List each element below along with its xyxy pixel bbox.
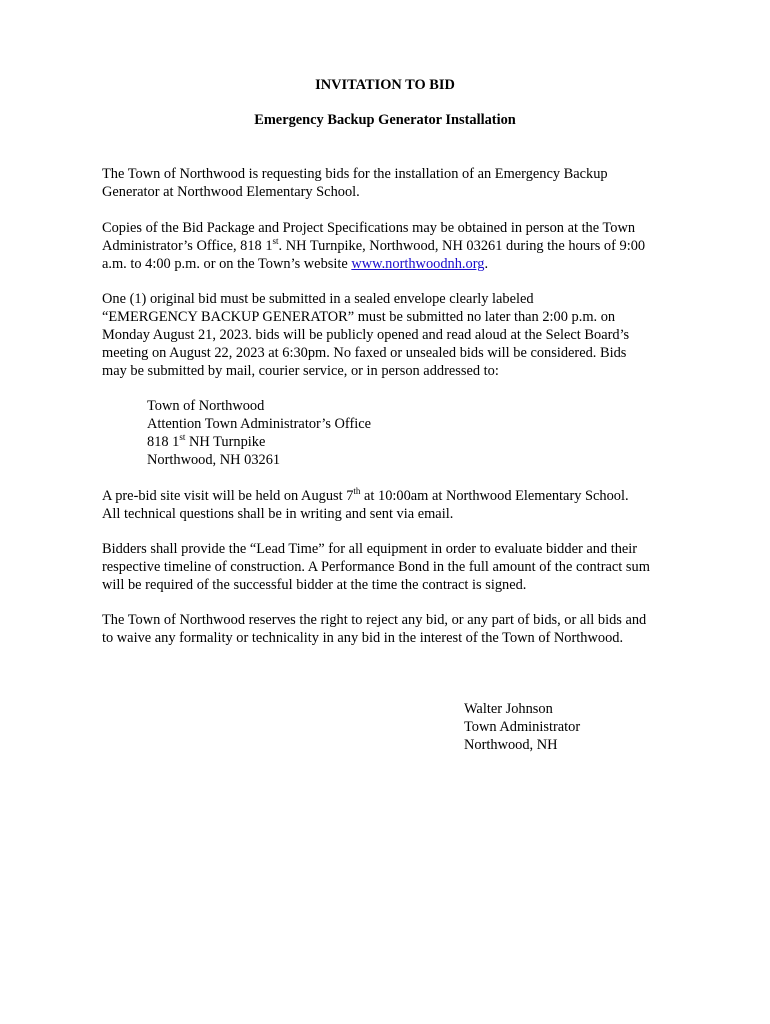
text-segment: 818 1 [147,434,180,450]
text-segment: a.m. to 4:00 p.m. or on the Town’s website [102,256,352,272]
text-segment: A pre-bid site visit will be held on August 7 [102,488,354,504]
lead-time-line: respective timeline of construction. A Performance Bond in the full amount of the contract sum [102,559,650,575]
text-segment: at 10:00am at Northwood Elementary School. [360,488,629,504]
ordinal-suffix: st [272,236,279,247]
bid-package-line [102,255,687,273]
document-subtitle: Emergency Backup Generator Installation [254,112,516,128]
reservation-paragraph [102,611,687,647]
submission-line: may be submitted by mail, courier service, or in person addressed to: [102,363,499,379]
signatory-role: Town Administrator [464,719,581,735]
reservation-line: to waive any formality or technicality in any bid in the interest of the Town of Northwood. [102,630,624,646]
site-visit-paragraph [102,487,687,523]
submission-line: “EMERGENCY BACKUP GENERATOR” must be submitted no later than 2:00 p.m. on [102,309,616,325]
signatory-name: Walter Johnson [464,701,553,717]
ordinal-suffix: th [353,486,361,497]
text-segment: . NH Turnpike, Northwood, NH 03261 during the hours of 9:00 [278,238,646,254]
lead-time-paragraph [102,540,687,594]
submission-line: meeting on August 22, 2023 at 6:30pm. No faxed or unsealed bids will be considered. Bids [102,345,627,361]
signatory-location: Northwood, NH [464,737,558,753]
intro-line: Generator at Northwood Elementary School. [102,184,360,200]
submission-line: One (1) original bid must be submitted in a sealed envelope clearly labeled [102,291,534,307]
text-segment: Administrator’s Office, 818 1 [102,238,273,254]
bid-package-line [102,237,687,255]
text-segment: NH Turnpike [185,434,266,450]
site-visit-line [102,487,687,505]
signature-block [464,700,580,754]
text-segment: . [484,256,489,272]
address-line: Town of Northwood [147,398,265,414]
site-visit-line: All technical questions shall be in writing and sent via email. [102,506,454,522]
intro-paragraph [102,165,687,201]
submission-line: Monday August 21, 2023. bids will be publicly opened and read aloud at the Select Board’s [102,327,630,343]
document-title: INVITATION TO BID [315,77,455,93]
bid-package-paragraph [102,219,687,273]
reservation-line: The Town of Northwood reserves the right to reject any bid, or any part of bids, or all bids and [102,612,647,628]
bid-package-line: Copies of the Bid Package and Project Specifications may be obtained in person at the Town [102,220,636,236]
town-website-link[interactable]: www.northwoodnh.org [351,256,485,272]
submission-paragraph [102,290,687,380]
mailing-address [147,397,371,469]
address-line [147,433,371,451]
lead-time-line: Bidders shall provide the “Lead Time” for all equipment in order to evaluate bidder and their [102,541,638,557]
intro-line: The Town of Northwood is requesting bids for the installation of an Emergency Backup [102,166,608,182]
lead-time-line: will be required of the successful bidder at the time the contract is signed. [102,577,527,593]
ordinal-suffix: st [179,432,186,443]
address-line: Northwood, NH 03261 [147,452,281,468]
address-line: Attention Town Administrator’s Office [147,416,372,432]
